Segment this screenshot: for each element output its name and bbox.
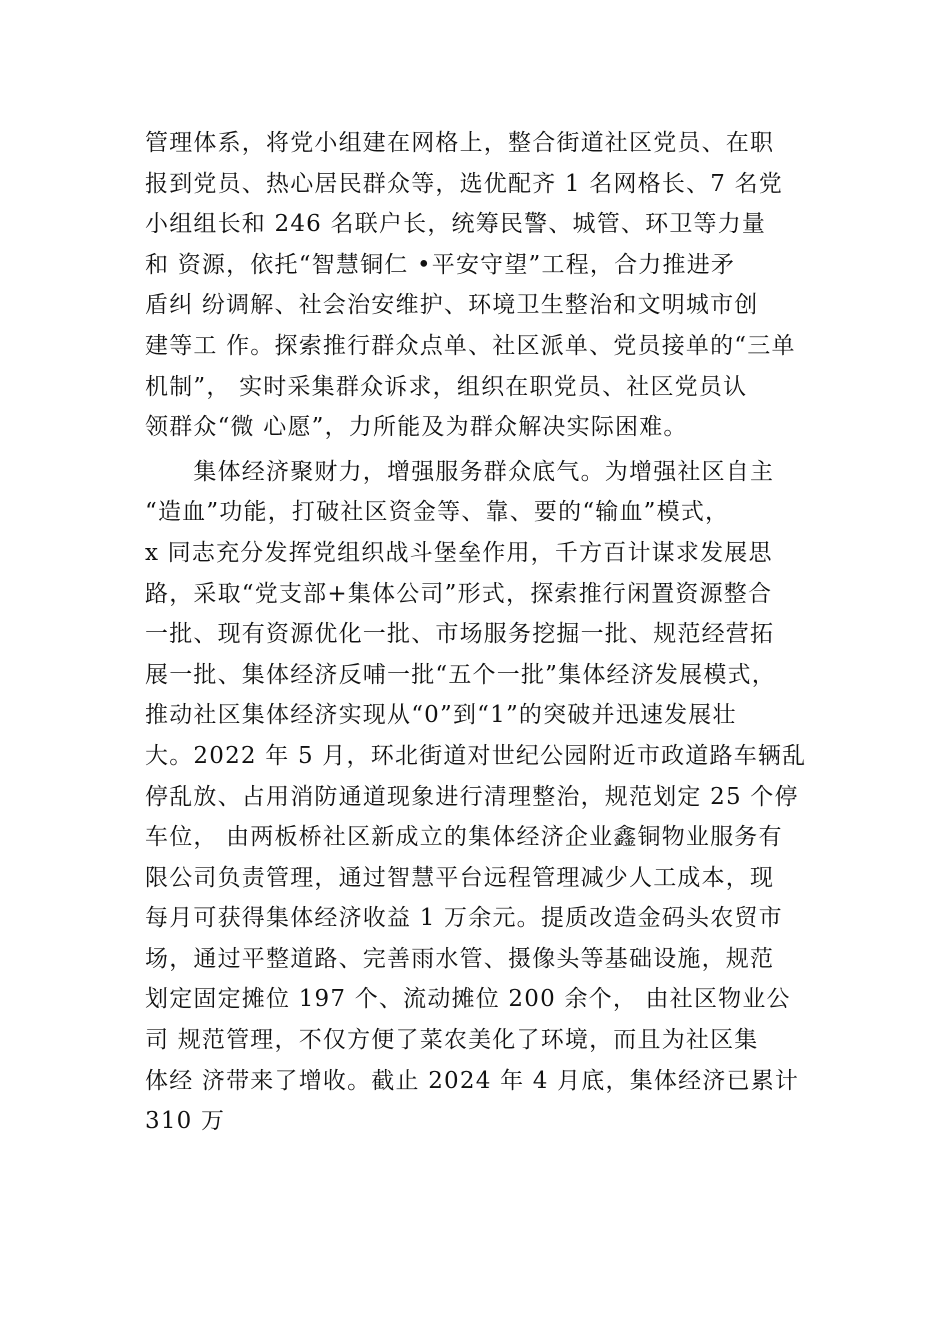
text-line: 划定固定摊位 197 个、流动摊位 200 余个， 由社区物业公 [145,986,791,1013]
text-line: 310 万 [145,1108,226,1135]
text-line: 停乱放、占用消防通道现象进行清理整治，规范划定 25 个停 [145,783,799,810]
text-line: 限公司负责管理，通过智慧平台远程管理减少人工成本，现 [145,864,775,891]
text-line: “造血”功能，打破社区资金等、靠、要的“输血”模式， [145,499,730,526]
text-line: 场，通过平整道路、完善雨水管、摄像头等基础设施，规范 [145,945,775,972]
text-line: 报到党员、热心居民群众等，选优配齐 1 名网格长、7 名党 [145,170,783,197]
text-line: 领群众“微 心愿”，力所能及为群众解决实际困难。 [145,414,688,441]
text-line: 推动社区集体经济实现从“0”到“1”的突破并迅速发展壮 [145,702,737,729]
text-line: 集体经济聚财力，增强服务群众底气。为增强社区自主 [145,458,775,485]
text-line: 每月可获得集体经济收益 1 万余元。提质改造金码头农贸市 [145,905,783,932]
text-line: 盾纠 纷调解、社会治安维护、环境卫生整治和文明城市创 [145,292,759,319]
text-line: 管理体系，将党小组建在网格上，整合街道社区党员、在职 [145,130,775,156]
paragraph-2 [145,452,810,1142]
text-line: 展一批、集体经济反哺一批“五个一批”集体经济发展模式， [145,661,776,688]
text-line: 车位， 由两板桥社区新成立的集体经济企业鑫铜物业服务有 [145,824,783,851]
text-line: 司 规范管理，不仅方便了菜农美化了环境，而且为社区集 [145,1027,759,1054]
text-line: x 同志充分发挥党组织战斗堡垒作用，千方百计谋求发展思 [145,539,773,566]
document-body [145,123,810,1142]
text-line: 路，采取“党支部+集体公司”形式，探索推行闲置资源整合 [145,580,773,607]
text-line: 建等工 作。探索推行群众点单、社区派单、党员接单的“三单 [145,332,796,359]
text-line: 体经 济带来了增收。截止 2024 年 4 月底，集体经济已累计 [145,1067,800,1094]
text-line: 一批、现有资源优化一批、市场服务挖掘一批、规范经营拓 [145,621,775,648]
text-line: 和 资源，依托“智慧铜仁 •平安守望”工程，合力推进矛 [145,251,736,278]
text-line: 小组组长和 246 名联户长，统筹民警、城管、环卫等力量 [145,211,767,238]
text-line: 机制”， 实时采集群众诉求，组织在职党员、社区党员认 [145,373,748,400]
text-line: 大。2022 年 5 月，环北街道对世纪公园附近市政道路车辆乱 [145,742,807,769]
paragraph-1 [145,123,810,448]
